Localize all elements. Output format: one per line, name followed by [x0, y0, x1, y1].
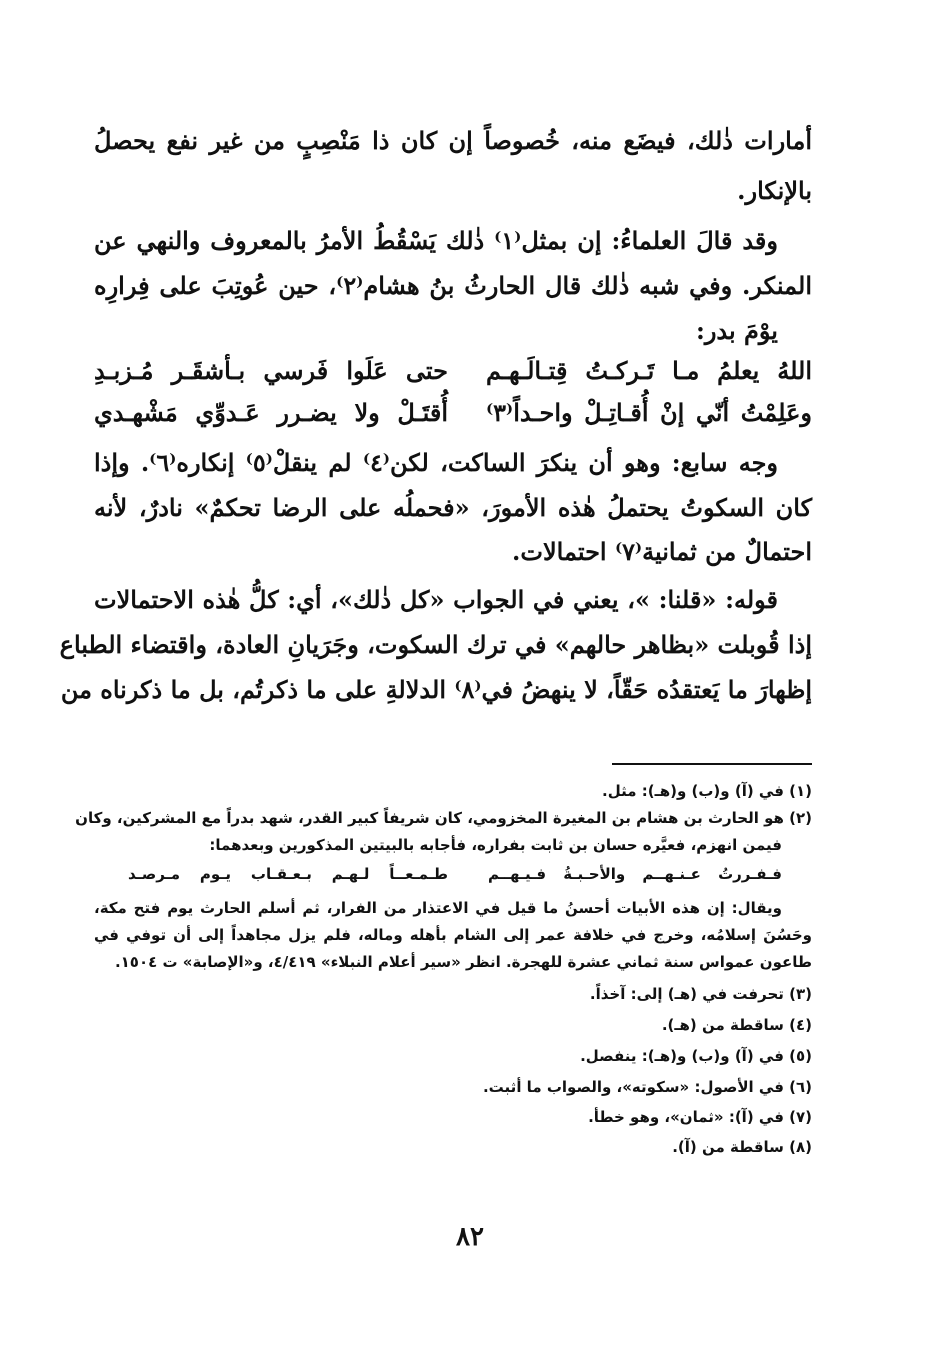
verse-second-hemistich: حتى عَلَوا فَرسي بـأشقَـر مُـزبـدِ — [94, 356, 448, 385]
body-line: احتمالٌ من ثمانية⁽٧⁾ احتمالات. — [512, 537, 812, 566]
footnote-continuation: فيمن انهزم، فعيَّره حسان بن ثابت بفراره، فأجابه بالبيتين المذكورين وبعدهما: — [209, 836, 782, 854]
body-line: كان السكوتُ يحتملُ هٰذه الأمورَ، «فحملُه على الرضا تحكمٌ» نادرٌ، لأنه — [94, 493, 812, 522]
footnote: (٣) تحرفت في (هـ) إلى: آخذاً. — [589, 985, 812, 1003]
body-line: وجه سابع: وهو أن ينكرَ الساكت، لكن⁽٤⁾ لم ينقلْ⁽٥⁾ إنكاره⁽٦⁾. وإذا — [94, 448, 778, 477]
verse-first-hemistich: وعَلِمْتُ أنّي إنْ أُقـاتِـلْ واحـداً⁽٣⁾ — [486, 398, 812, 427]
body-line: إذا قُوبلت «بظاهر حالهم» في ترك السكوت، وجَرَيانِ العادة، واقتضاء الطباع — [59, 630, 812, 659]
footnote-continuation: طاعون عمواس سنة ثماني عشرة للهجرة. انظر «سير أعلام النبلاء» ٤/٤١٩، و«الإصابة» ت ١٥٠٤. — [114, 953, 812, 971]
footnote-continuation: ويقال: إن هذه الأبيات أحسنُ ما قيل في الاعتذار من الفرار، ثم أسلم الحارث يوم فتح مكة، — [94, 899, 782, 917]
body-line: إظهارَ ما يَعتقدُه حَقّاً، لا ينهضُ في⁽٨⁾ الدلالةِ على ما ذكرتُم، بل ما ذكرناه من — [60, 675, 812, 704]
body-line: المنكر. وفي شبه ذٰلك قال الحارثُ بنُ هشام⁽٢⁾، حين عُوتِبَ على فِرارِه — [94, 271, 812, 300]
page-number: ٨٢ — [456, 1222, 484, 1252]
body-line: وقد قالَ العلماءُ: إن بمثل⁽١⁾ ذٰلك يَسْقُطُ الأمرُ بالمعروف والنهي عن — [94, 226, 778, 255]
footnote: (١) في (آ) و(ب) و(هـ): مثل. — [602, 782, 812, 800]
verse-first-hemistich: اللهُ يعلمُ مـا تَـركـتُ قِتـالَـهـم — [486, 356, 812, 385]
footnote-separator — [612, 763, 812, 765]
footnote-verse-second-hemistich: طـمـعــاً لـهـم بـعـقـاب يـوم مـرصـد — [128, 865, 448, 883]
footnote: (٧) في (آ): «ثمان»، وهو خطأ. — [588, 1108, 812, 1126]
footnote: (٨) ساقطة من (آ). — [672, 1138, 812, 1156]
body-line: أمارات ذٰلك، فيضَع منه، خُصوصاً إن كان ذا مَنْصِبٍ من غير نفع يحصلُ — [94, 126, 812, 155]
footnote: (٢) هو الحارث بن هشام بن المغيرة المخزومي، كان شريفاً كبير القدر، شهد بدراً مع المشركين، وكان — [75, 809, 812, 827]
verse-second-hemistich: أُقتَـلْ ولا يضـرر عَـدوِّي مَشْهـدي — [94, 398, 448, 427]
footnote-continuation: وحَسُنَ إسلامُه، وخرج في خلافة عمر إلى الشام بأهله وماله، فلم يزل مجاهداً إلى أن توفي في — [94, 926, 812, 944]
body-line: بالإنكار. — [737, 176, 812, 205]
footnote: (٦) في الأصول: «سكوته»، والصواب ما أثبت. — [482, 1078, 812, 1096]
footnote: (٥) في (آ) و(ب) و(هـ): ينفصل. — [580, 1047, 812, 1065]
footnote-verse-first-hemistich: فـفـررتُ عـنـهــم والأحـبـةُ فـيـهــم — [488, 865, 782, 883]
body-line: قوله: «قلنا: »، يعني في الجواب «كل ذٰلك»، أي: كلُّ هٰذه الاحتمالات — [94, 585, 778, 614]
footnote: (٤) ساقطة من (هـ). — [661, 1016, 812, 1034]
body-line: يوْمَ بدر: — [695, 316, 778, 345]
